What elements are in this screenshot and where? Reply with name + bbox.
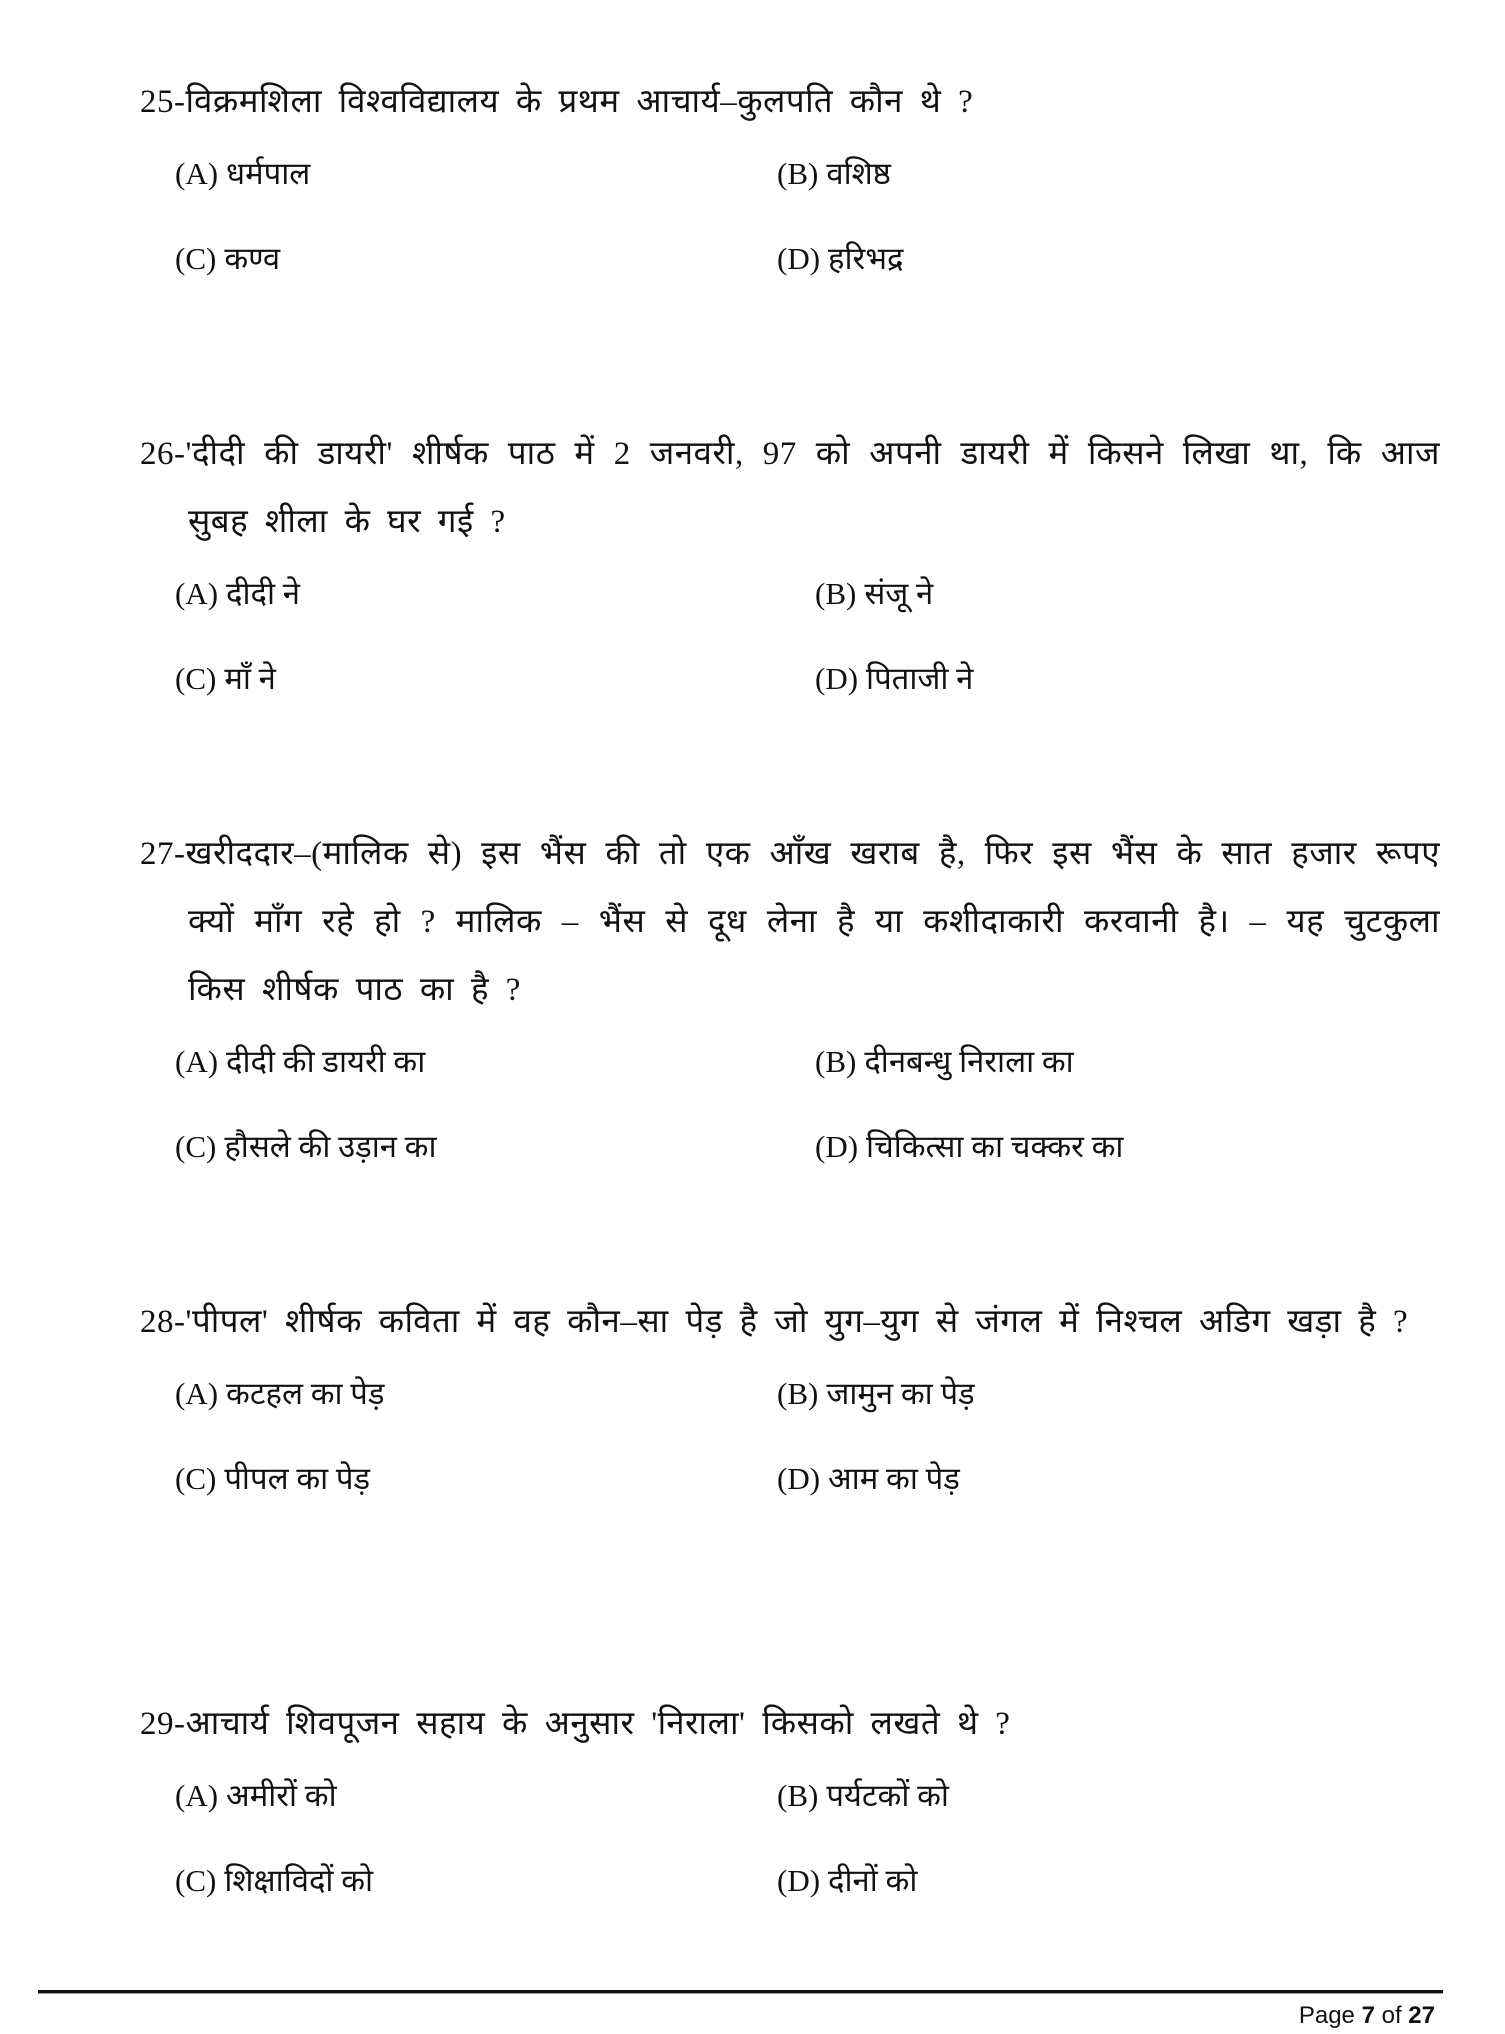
option-text: कटहल का पेड़ (226, 1376, 385, 1411)
option-a (175, 1776, 337, 1816)
option-text: धर्मपाल (226, 156, 311, 191)
question-25 (140, 68, 1440, 324)
option-a (175, 574, 300, 614)
footer-divider (38, 1990, 1443, 1994)
option-label: (C) (175, 1129, 217, 1164)
option-a (175, 1374, 385, 1414)
option-label: (A) (175, 156, 219, 191)
option-label: (D) (777, 1863, 821, 1898)
option-text: वशिष्ठ (826, 156, 891, 191)
option-label: (B) (777, 1778, 819, 1813)
option-text: अमीरों को (226, 1778, 337, 1813)
option-c (175, 659, 276, 699)
option-text: दीनबन्धु निराला का (864, 1044, 1074, 1079)
option-text: पिताजी ने (866, 661, 974, 696)
option-text: चिकित्सा का चक्कर का (866, 1129, 1124, 1164)
options-list (140, 574, 1440, 744)
question-number: 29- (140, 1706, 186, 1742)
option-b (777, 1374, 975, 1414)
option-d (777, 239, 903, 279)
question-text (140, 820, 1440, 1024)
option-text: संजू ने (864, 576, 934, 611)
question-number: 25- (140, 84, 186, 120)
option-label: (A) (175, 1044, 219, 1079)
option-label: (A) (175, 1376, 219, 1411)
page-number-footer (1299, 2002, 1435, 2030)
page-word: Page (1298, 2002, 1355, 2029)
option-label: (B) (777, 156, 819, 191)
options-list (140, 1374, 1440, 1544)
option-label: (C) (175, 241, 217, 276)
question-text (140, 1288, 1440, 1356)
option-label: (D) (777, 1461, 821, 1496)
question-29 (140, 1690, 1440, 1946)
option-label: (D) (777, 241, 821, 276)
question-26 (140, 420, 1440, 744)
option-a (175, 1042, 425, 1082)
question-28 (140, 1288, 1440, 1544)
option-text: हरिभद्र (828, 241, 904, 276)
question-text (140, 1690, 1440, 1758)
option-text: पीपल का पेड़ (224, 1461, 371, 1496)
total-pages: 27 (1408, 2002, 1435, 2029)
question-stem: आचार्य शिवपूजन सहाय के अनुसार 'निराला' किसको लखते थे ? (185, 1706, 1011, 1742)
option-c (175, 1861, 373, 1901)
options-list (140, 1776, 1440, 1946)
options-list (140, 154, 1440, 324)
option-a (175, 154, 310, 194)
option-b (777, 154, 891, 194)
option-b (815, 574, 933, 614)
option-label: (A) (175, 576, 219, 611)
option-text: शिक्षाविदों को (224, 1863, 374, 1898)
option-label: (C) (175, 661, 217, 696)
option-b (777, 1776, 949, 1816)
of-word: of (1381, 2002, 1402, 2029)
option-text: माँ ने (224, 661, 276, 696)
option-d (777, 1459, 960, 1499)
question-text (140, 68, 1440, 136)
option-c (175, 239, 280, 279)
option-text: हौसले की उड़ान का (224, 1129, 437, 1164)
option-d (815, 659, 973, 699)
option-d (815, 1127, 1123, 1167)
option-label: (B) (777, 1376, 819, 1411)
option-label: (C) (175, 1461, 217, 1496)
current-page: 7 (1361, 2002, 1375, 2029)
options-list (140, 1042, 1440, 1212)
option-label: (A) (175, 1778, 219, 1813)
option-label: (B) (815, 1044, 857, 1079)
option-text: दीनों को (828, 1863, 918, 1898)
question-stem: 'दीदी की डायरी' शीर्षक पाठ में 2 जनवरी, 97 को अपनी डायरी में किसने लिखा था, कि आज सुबह शीला के घर गई ? (185, 436, 1440, 540)
question-number: 28- (140, 1304, 186, 1340)
option-label: (B) (815, 576, 857, 611)
option-d (777, 1861, 917, 1901)
option-c (175, 1127, 437, 1167)
question-text (140, 420, 1440, 556)
option-text: आम का पेड़ (828, 1461, 960, 1496)
option-label: (C) (175, 1863, 217, 1898)
option-b (815, 1042, 1074, 1082)
option-text: पर्यटकों को (826, 1778, 949, 1813)
option-c (175, 1459, 370, 1499)
question-stem: खरीददार–(मालिक से) इस भैंस की तो एक आँख खराब है, फिर इस भैंस के सात हजार रूपए क्यों माँग रहे हो ? मालिक – भैंस से दूध लेना है या कशीदाकारी करवानी है। – यह चुटकुला किस शीर्षक पाठ का है ? (185, 836, 1440, 1008)
question-27 (140, 820, 1440, 1212)
question-stem: 'पीपल' शीर्षक कविता में वह कौन–सा पेड़ है जो युग–युग से जंगल में निश्चल अडिग खड़ा है ? (185, 1304, 1409, 1340)
option-label: (D) (815, 1129, 859, 1164)
option-label: (D) (815, 661, 859, 696)
question-number: 27- (140, 836, 186, 872)
option-text: जामुन का पेड़ (826, 1376, 975, 1411)
option-text: दीदी ने (226, 576, 300, 611)
question-number: 26- (140, 436, 186, 472)
question-stem: विक्रमशिला विश्वविद्यालय के प्रथम आचार्य–कुलपति कौन थे ? (185, 84, 974, 120)
option-text: दीदी की डायरी का (226, 1044, 426, 1079)
option-text: कण्व (224, 241, 281, 276)
